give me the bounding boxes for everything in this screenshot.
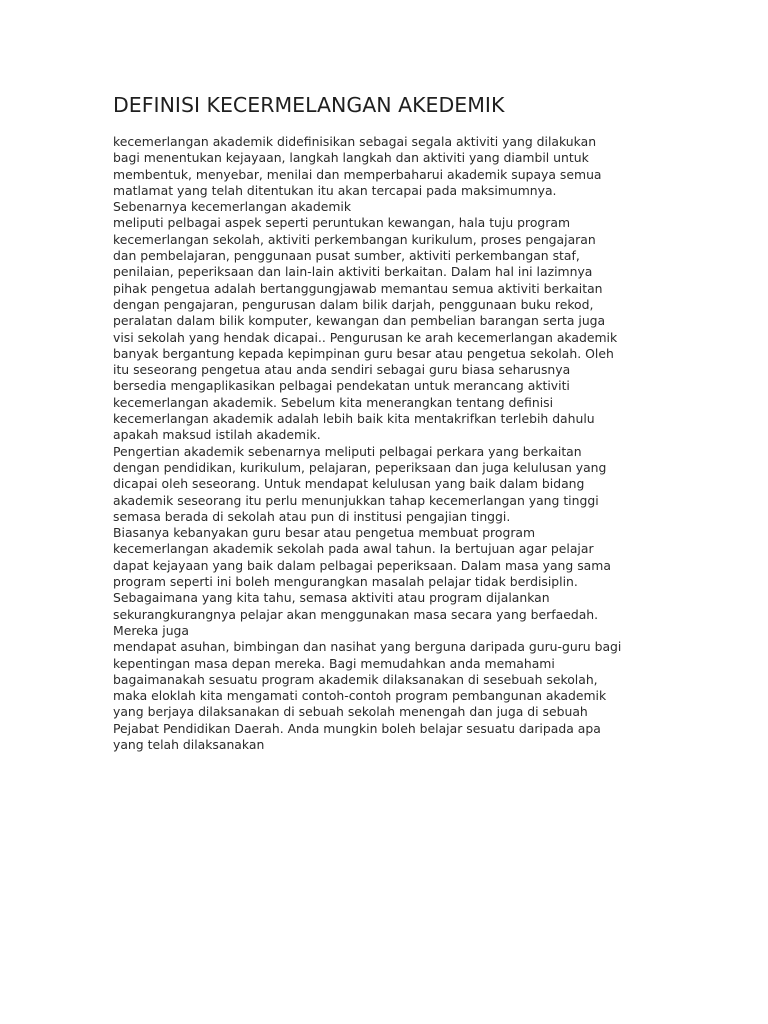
body-line: visi sekolah yang hendak dicapai.. Pengurusan ke arah kecemerlangan akademik bbox=[113, 329, 618, 345]
document-body bbox=[113, 134, 673, 753]
document-title: DEFINISI KECERMELANGAN AKEDEMIK bbox=[113, 93, 505, 117]
body-line: bagi menentukan kejayaan, langkah langkah dan aktiviti yang diambil untuk bbox=[113, 150, 589, 166]
body-line: sekurangkurangnya pelajar akan menggunakan masa secara yang berfaedah. bbox=[113, 606, 599, 622]
body-line: Pejabat Pendidikan Daerah. Anda mungkin boleh belajar sesuatu daripada apa bbox=[113, 720, 601, 736]
body-line: peralatan dalam bilik komputer, kewangan dan pembelian barangan serta juga bbox=[113, 313, 606, 329]
body-line: kecemerlangan akademik adalah lebih baik kita mentakrifkan terlebih dahulu bbox=[113, 411, 595, 427]
body-line: matlamat yang telah ditentukan itu akan tercapai pada maksimumnya. bbox=[113, 182, 557, 198]
body-line: kecemerlangan sekolah, aktiviti perkembangan kurikulum, proses pengajaran bbox=[113, 231, 596, 247]
body-line: banyak bergantung kepada kepimpinan guru besar atau pengetua sekolah. Oleh bbox=[113, 345, 614, 361]
body-line: apakah maksud istilah akademik. bbox=[113, 427, 321, 443]
body-line: kepentingan masa depan mereka. Bagi memudahkan anda memahami bbox=[113, 655, 555, 671]
body-line: pihak pengetua adalah bertanggungjawab memantau semua aktiviti berkaitan bbox=[113, 280, 603, 296]
body-line: Pengertian akademik sebenarnya meliputi pelbagai perkara yang berkaitan bbox=[113, 443, 582, 459]
body-line: dan pembelajaran, penggunaan pusat sumber, aktiviti perkembangan staf, bbox=[113, 248, 580, 264]
body-line: dengan pengajaran, pengurusan dalam bilik darjah, penggunaan buku rekod, bbox=[113, 296, 594, 312]
body-line: membentuk, menyebar, menilai dan memperbaharui akademik supaya semua bbox=[113, 166, 602, 182]
body-line: bagaimanakah sesuatu program akademik dilaksanakan di sesebuah sekolah, bbox=[113, 671, 598, 687]
body-line: mendapat asuhan, bimbingan dan nasihat yang berguna daripada guru-guru bagi bbox=[113, 639, 622, 655]
body-line: semasa berada di sekolah atau pun di institusi pengajian tinggi. bbox=[113, 508, 511, 524]
body-line: Sebenarnya kecemerlangan akademik bbox=[113, 199, 352, 215]
body-line: yang telah dilaksanakan bbox=[113, 736, 265, 752]
body-line: kecemerlangan akademik. Sebelum kita menerangkan tentang definisi bbox=[113, 394, 554, 410]
body-line: dicapai oleh seseorang. Untuk mendapat kelulusan yang baik dalam bidang bbox=[113, 476, 585, 492]
body-line: dengan pendidikan, kurikulum, pelajaran, peperiksaan dan juga kelulusan yang bbox=[113, 459, 607, 475]
body-line: itu seseorang pengetua atau anda sendiri sebagai guru biasa seharusnya bbox=[113, 362, 571, 378]
body-line: maka eloklah kita mengamati contoh-contoh program pembangunan akademik bbox=[113, 688, 607, 704]
body-line: bersedia mengaplikasikan pelbagai pendekatan untuk merancang aktiviti bbox=[113, 378, 570, 394]
body-line: Mereka juga bbox=[113, 622, 190, 638]
body-line: yang berjaya dilaksanakan di sebuah sekolah menengah dan juga di sebuah bbox=[113, 704, 588, 720]
body-line: dapat kejayaan yang baik dalam pelbagai peperiksaan. Dalam masa yang sama bbox=[113, 557, 611, 573]
body-line: Biasanya kebanyakan guru besar atau pengetua membuat program bbox=[113, 525, 536, 541]
body-line: program seperti ini boleh mengurangkan masalah pelajar tidak berdisiplin. bbox=[113, 574, 578, 590]
body-line: akademik seseorang itu perlu menunjukkan tahap kecemerlangan yang tinggi bbox=[113, 492, 599, 508]
body-line: penilaian, peperiksaan dan lain-lain aktiviti berkaitan. Dalam hal ini lazimnya bbox=[113, 264, 593, 280]
body-line: Sebagaimana yang kita tahu, semasa aktiviti atau program dijalankan bbox=[113, 590, 550, 606]
body-line: meliputi pelbagai aspek seperti peruntukan kewangan, hala tuju program bbox=[113, 215, 571, 231]
body-line: kecemerlangan akademik didefinisikan sebagai segala aktiviti yang dilakukan bbox=[113, 134, 597, 149]
body-line: kecemerlangan akademik sekolah pada awal tahun. Ia bertujuan agar pelajar bbox=[113, 541, 594, 557]
